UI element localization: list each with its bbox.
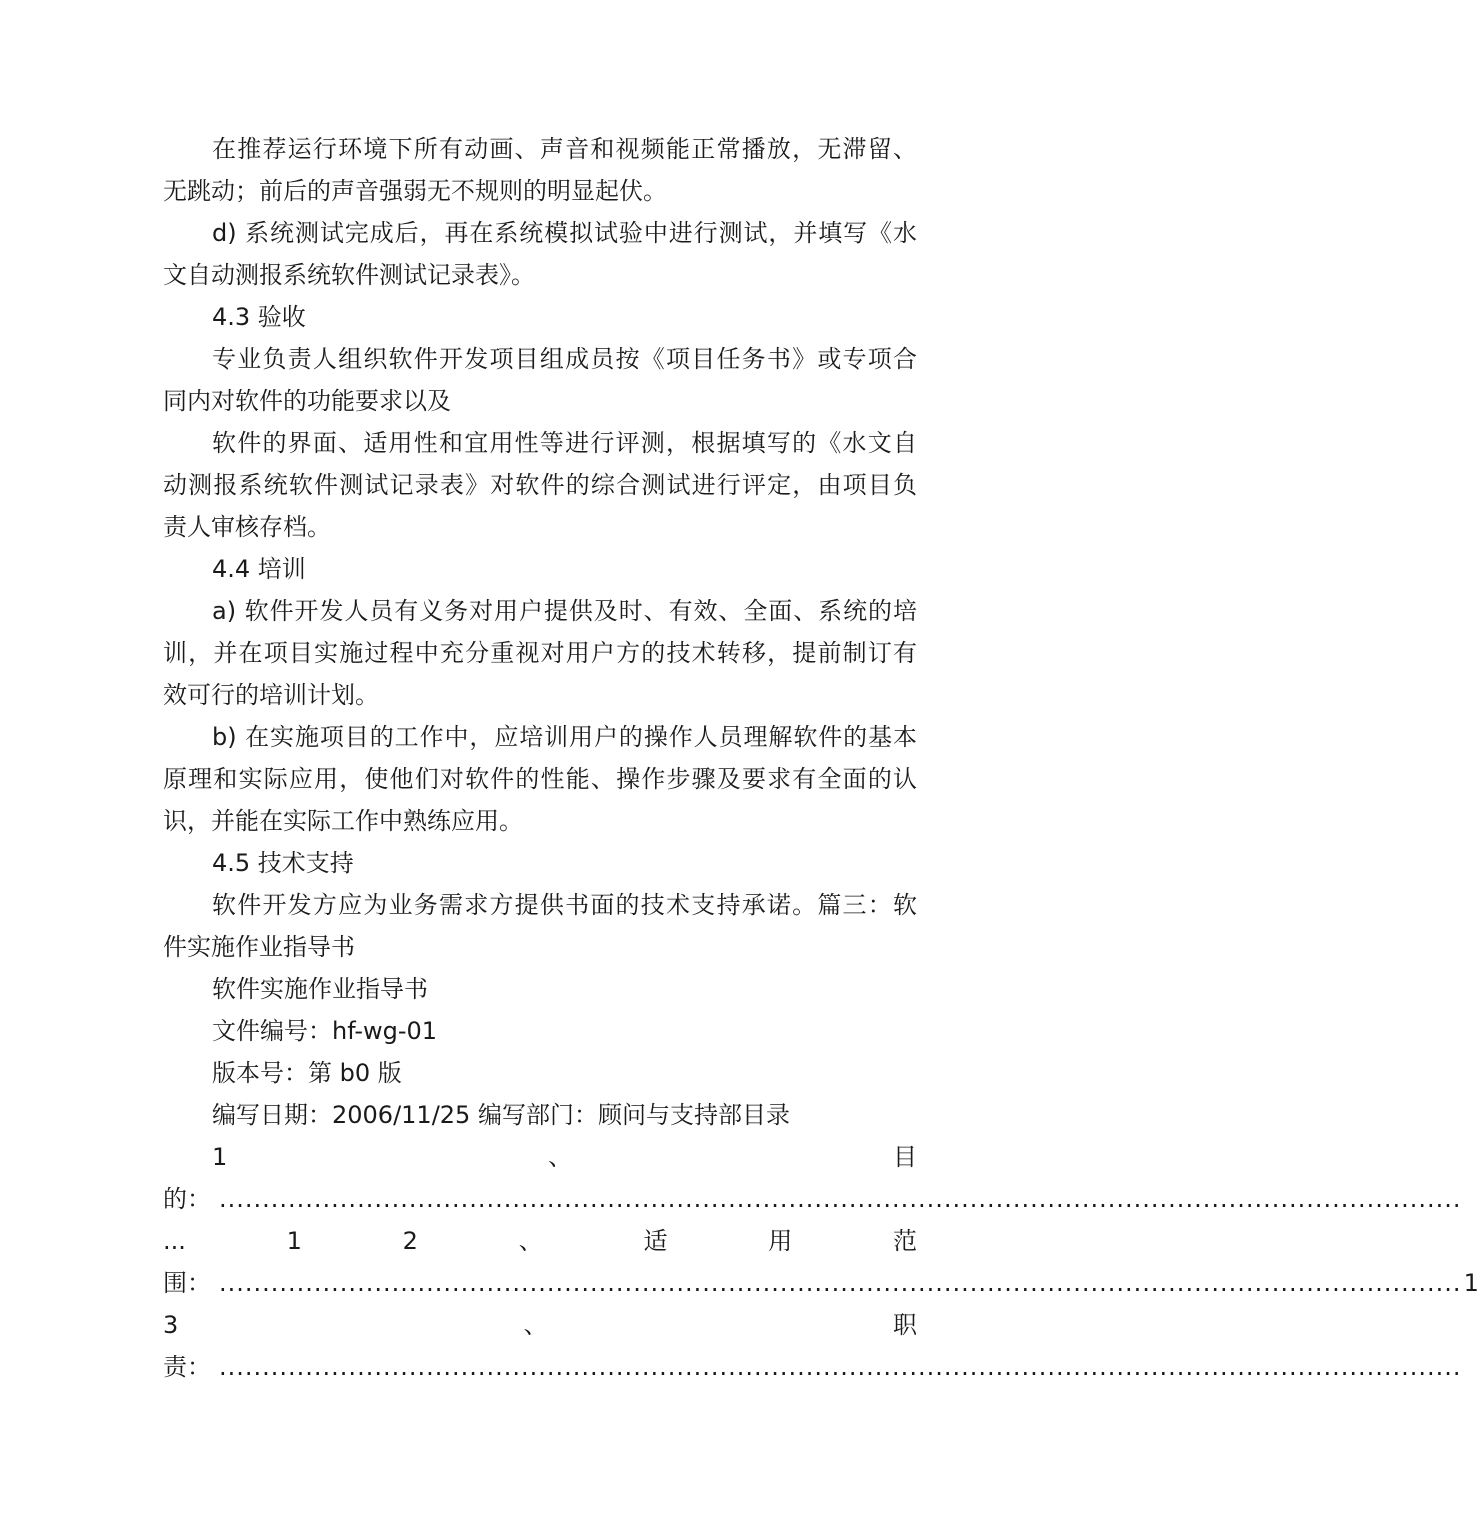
toc-entry-label: 的： xyxy=(163,1185,211,1213)
toc-heading-fragment: 职 xyxy=(893,1311,917,1339)
toc-page-number: 1 xyxy=(1463,1269,1479,1297)
text-line: 件实施作业指导书 xyxy=(163,933,355,961)
toc-heading-line xyxy=(163,1136,917,1178)
toc-entry xyxy=(163,1178,1462,1220)
text-line: 4.5 技术支持 xyxy=(212,849,354,877)
toc-heading-fragment: 3 xyxy=(163,1311,179,1339)
toc-entry-label: 责： xyxy=(163,1353,211,1381)
toc-entry xyxy=(163,1346,1462,1388)
toc-entry xyxy=(163,1262,1479,1304)
toc-heading-fragment: 、 xyxy=(548,1143,573,1171)
text-line: d) 系统测试完成后，再在系统模拟试验中进行测试，并填写《水 xyxy=(212,219,917,247)
toc-heading-line xyxy=(163,1304,917,1346)
toc-leader-dots: ................................................................................................................................................ xyxy=(219,1353,1462,1381)
text-line: 训，并在项目实施过程中充分重视对用户方的技术转移，提前制订有 xyxy=(163,639,917,667)
text-line: 在推荐运行环境下所有动画、声音和视频能正常播放，无滞留、 xyxy=(212,135,917,163)
document-body xyxy=(163,128,917,1136)
toc-heading-line xyxy=(163,1220,917,1262)
toc-heading-fragment: ... xyxy=(163,1227,186,1255)
toc-entry-label: 围： xyxy=(163,1269,211,1297)
toc-heading-fragment: 1 xyxy=(212,1143,228,1171)
text-line: 效可行的培训计划。 xyxy=(163,681,379,709)
text-line: 原理和实际应用，使他们对软件的性能、操作步骤及要求有全面的认 xyxy=(163,765,917,793)
text-line: 无跳动；前后的声音强弱无不规则的明显起伏。 xyxy=(163,177,667,205)
toc-heading-fragment: 2 xyxy=(402,1227,418,1255)
text-line: 版本号：第 b0 版 xyxy=(212,1059,402,1087)
toc-heading-fragment: 目 xyxy=(893,1143,917,1171)
text-line: 编写日期：2006/11/25 编写部门：顾问与支持部目录 xyxy=(212,1101,790,1129)
text-line: b) 在实施项目的工作中，应培训用户的操作人员理解软件的基本 xyxy=(212,723,917,751)
text-line: 动测报系统软件测试记录表》对软件的综合测试进行评定，由项目负 xyxy=(163,471,917,499)
text-line: 软件开发方应为业务需求方提供书面的技术支持承诺。篇三：软 xyxy=(212,891,917,919)
text-line: 责人审核存档。 xyxy=(163,513,331,541)
text-line: 专业负责人组织软件开发项目组成员按《项目任务书》或专项合 xyxy=(212,345,917,373)
toc-leader-dots: ................................................................................................................................................ xyxy=(219,1269,1462,1297)
text-line: 4.3 验收 xyxy=(212,303,306,331)
text-line: 软件的界面、适用性和宜用性等进行评测，根据填写的《水文自 xyxy=(212,429,917,457)
text-line: 软件实施作业指导书 xyxy=(212,975,428,1003)
toc-heading-fragment: 、 xyxy=(518,1227,543,1255)
text-line: 4.4 培训 xyxy=(212,555,306,583)
text-line: 文件编号：hf-wg-01 xyxy=(212,1017,438,1045)
text-line: 文自动测报系统软件测试记录表》。 xyxy=(163,261,535,289)
text-line: 识，并能在实际工作中熟练应用。 xyxy=(163,807,523,835)
document-page xyxy=(163,128,1479,1388)
toc-heading-fragment: 、 xyxy=(523,1311,548,1339)
toc-heading-fragment: 适 xyxy=(643,1227,668,1255)
text-line: a) 软件开发人员有义务对用户提供及时、有效、全面、系统的培 xyxy=(212,597,917,625)
text-line: 同内对软件的功能要求以及 xyxy=(163,387,451,415)
toc-leader-dots: ................................................................................................................................................ xyxy=(219,1185,1462,1213)
toc-heading-fragment: 范 xyxy=(892,1227,917,1255)
toc-heading-fragment: 用 xyxy=(768,1227,793,1255)
table-of-contents xyxy=(163,1136,1479,1388)
toc-heading-fragment: 1 xyxy=(286,1227,302,1255)
